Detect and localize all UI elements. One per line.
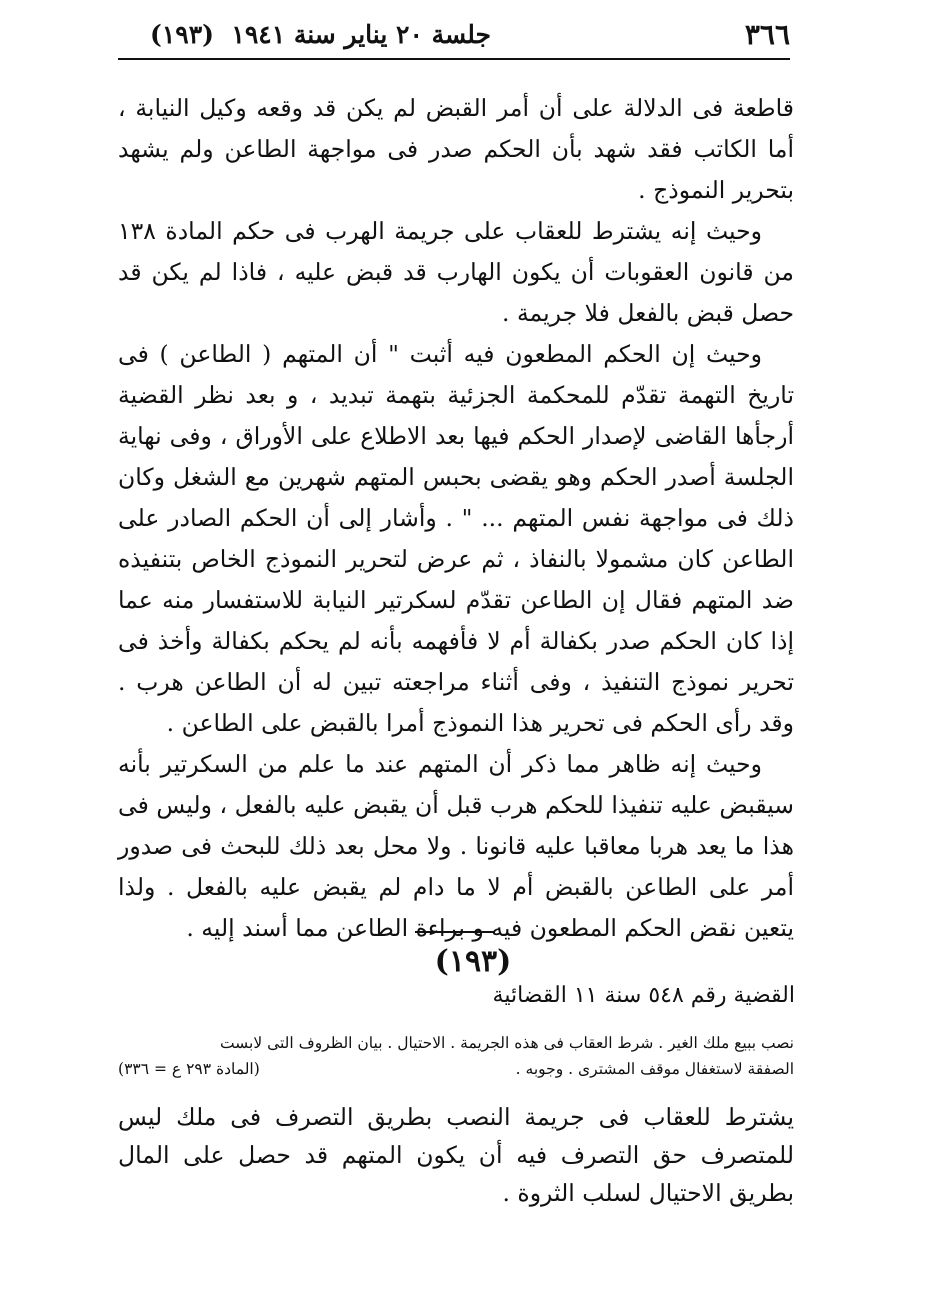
header-title	[150, 20, 491, 49]
paragraph: قاطعة فى الدلالة على أن أمر القبض لم يكن قد وقعه وكيل النيابة ، أما الكاتب فقد شهد بأن الحكم صدر فى مواجهة الطاعن ولم يشهد بتحرير النموذج .	[118, 94, 794, 204]
keywords-line: نصب ببيع ملك الغير . شرط العقاب فى هذه الجريمة . الاحتيال . بيان الظروف التى لابست	[219, 1034, 794, 1052]
ruling-body	[118, 88, 794, 949]
session-title: جلسة ٢٠ يناير سنة ١٩٤١	[231, 19, 492, 49]
ruling-number: (١٩٣)	[434, 944, 512, 979]
page-number: ٣٦٦	[744, 17, 790, 51]
case-reference: القضية رقم ٥٤٨ سنة ١١ القضائية	[492, 983, 795, 1008]
legal-principle: يشترط للعقاب فى جريمة النصب بطريق التصرف فى ملك ليس للمتصرف حق التصرف فيه أن يكون المتهم قد حصل على المال بطريق الاحتيال لسلب الثروة .	[118, 1103, 794, 1207]
keywords-line	[118, 1056, 794, 1082]
paragraph: وحيث إنه يشترط للعقاب على جريمة الهرب فى حكم المادة ١٣٨ من قانون العقوبات أن يكون الهارب قد قبض عليه ، فاذا لم يكن قد حصل قبض بالفعل فلا جريمة .	[118, 217, 794, 327]
paragraph: وحيث إنه ظاهر مما ذكر أن المتهم عند ما علم من السكرتير بأنه سيقبض عليه تنفيذا للحكم هرب قبل أن يقبض عليه بالفعل ، وليس فى هذا ما يعد هربا معاقبا عليه قانونا . ولا محل بعد ذلك للبحث فى صدور أمر على الطاعن بالقبض أم لا ما دام لم يقبض عليه بالفعل . ولذا يتعين نقض الحكم المطعون فيه و براءة الطاعن مما أسند إليه .	[118, 750, 794, 942]
section-separator	[415, 931, 495, 933]
keywords-text: الصفقة لاستغفال موقف المشترى . وجوبه .	[515, 1060, 794, 1078]
header-ruling-number: (١٩٣)	[150, 19, 214, 49]
article-reference: (المادة ٢٩٣ ع = ٣٣٦)	[118, 1060, 260, 1078]
keywords-block	[118, 1030, 794, 1082]
page-header	[150, 14, 790, 54]
paragraph: وحيث إن الحكم المطعون فيه أثبت " أن المتهم ( الطاعن ) فى تاريخ التهمة تقدّم للمحكمة الجزئية بتهمة تبديد ، و بعد نظر القضية أرجأها القاضى لإصدار الحكم فيها بعد الاطلاع على الأوراق ، وفى نهاية الجلسة أصدر الحكم وهو يقضى بحبس المتهم شهرين مع الشغل وكان ذلك فى مواجهة نفس المتهم ... " . وأشار إلى أن الحكم الصادر على الطاعن كان مشمولا بالنفاذ ، ثم عرض لتحرير النموذج الخاص بتنفيذه ضد المتهم فقال إن الطاعن تقدّم لسكرتير النيابة للاستفسار منه عما إذا كان الحكم صدر بكفالة أم لا فأفهمه بأنه لم يحكم بكفالة وأخذ فى تحرير نموذج التنفيذ ، وفى أثناء مراجعته تبين له أن الطاعن هرب . وقد رأى الحكم فى تحرير هذا النموذج أمرا بالقبض على الطاعن .	[118, 340, 794, 737]
header-rule	[118, 58, 790, 60]
